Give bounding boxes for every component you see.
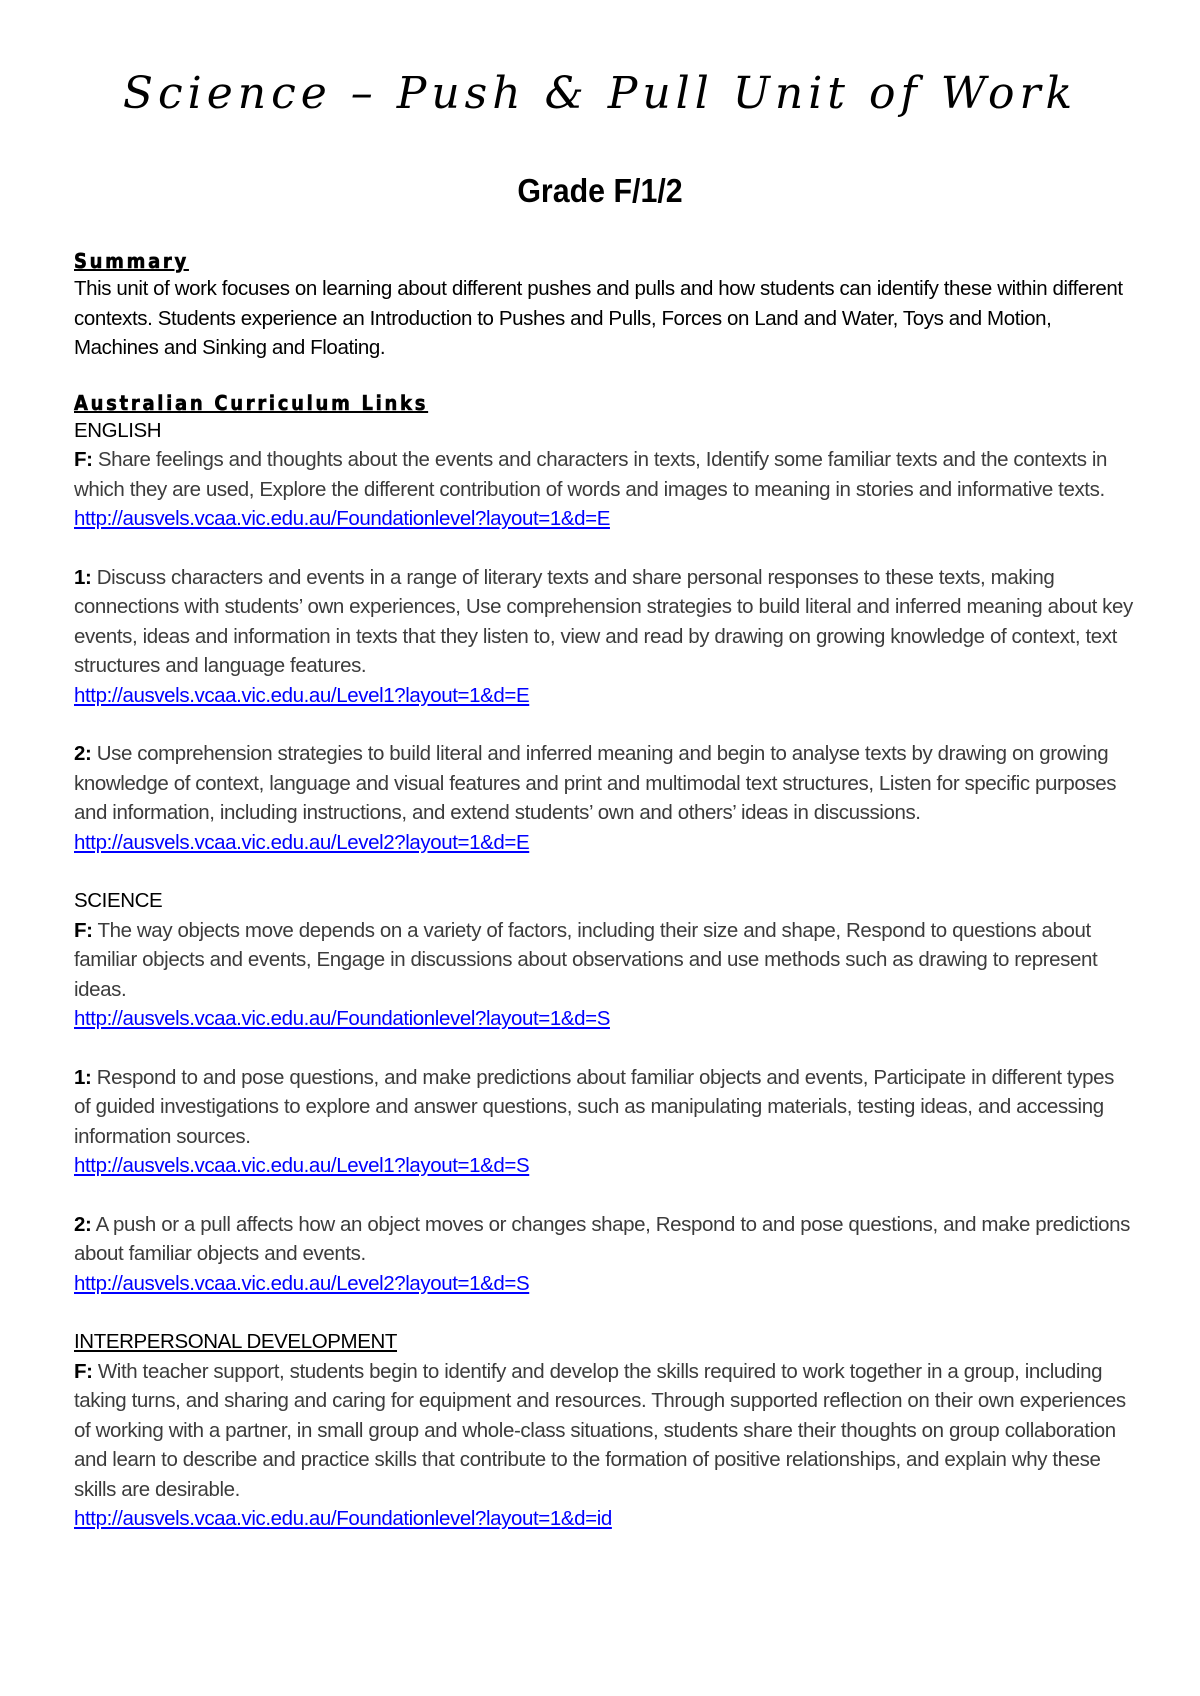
interpersonal-section (74, 1327, 1134, 1534)
item-label: F: (74, 1359, 93, 1383)
item-text: The way objects move depends on a variety of factors, including their size and shape, Respond to questions about familiar objects and events, Engage in discussions about observations and use methods such as drawing to represent ideas. (74, 918, 1098, 1001)
english-f-link[interactable]: http://ausvels.vcaa.vic.edu.au/Foundationlevel?layout=1&d=E (74, 507, 610, 530)
science-heading: SCIENCE (74, 889, 163, 912)
interpersonal-heading: INTERPERSONAL DEVELOPMENT (74, 1330, 398, 1353)
item-text: Respond to and pose questions, and make predictions about familiar objects and events, Participate in different types of guided investigations to explore and answer questions, such as manipulating materials, testing ideas, and accessing information sources. (74, 1065, 1114, 1148)
document-body (74, 248, 1134, 1534)
science-item-1 (74, 1063, 1134, 1181)
item-text: With teacher support, students begin to identify and develop the skills required to work together in a group, including taking turns, and sharing and caring for equipment and resources. Through supported reflection on their own experiences of working with a partner, in small group and whole-class situations, students share their thoughts on group collaboration and learn to describe and practice skills that contribute to the formation of positive relationships, and explain why these skills are desirable. (74, 1359, 1126, 1501)
english-section (74, 416, 1134, 858)
summary-text: This unit of work focuses on learning about different pushes and pulls and how students can identify these within different contexts. Students experience an Introduction to Pushes and Pulls, Forces on Land and Water, Toys and Motion, Machines and Sinking and Floating. (74, 277, 1123, 359)
curriculum-heading: Australian Curriculum Links (74, 390, 429, 415)
item-label: 1: (74, 565, 92, 589)
interpersonal-f-link[interactable]: http://ausvels.vcaa.vic.edu.au/Foundationlevel?layout=1&d=id (74, 1507, 612, 1530)
item-label: F: (74, 918, 93, 942)
item-label: 2: (74, 742, 92, 765)
interpersonal-item-f (74, 1357, 1134, 1534)
science-item-f (74, 916, 1134, 1034)
science-1-link[interactable]: http://ausvels.vcaa.vic.edu.au/Level1?layout=1&d=S (74, 1154, 530, 1177)
english-item-f (74, 445, 1134, 534)
item-text: Share feelings and thoughts about the events and characters in texts, Identify some familiar texts and the contexts in which they are used, Explore the different contribution of words and images to meaning in stories and informative texts. (74, 448, 1108, 501)
item-text: Use comprehension strategies to build literal and inferred meaning and begin to analyse texts by drawing on growing knowledge of context, language and visual features and print and multimodal text structures, Listen for specific purposes and information, including instructions, and extend students’ own and others’ ideas in discussions. (74, 742, 1117, 824)
english-heading: ENGLISH (74, 418, 162, 442)
curriculum-section (74, 390, 1134, 1534)
item-text: Discuss characters and events in a range of literary texts and share personal responses to these texts, making connections with students’ own experiences, Use comprehension strategies to build literal and inferred meaning about key events, ideas and information in texts that they listen to, view and read by drawing on growing knowledge of context, text structures and language features. (74, 565, 1133, 677)
english-item-2 (74, 739, 1134, 857)
science-section (74, 886, 1134, 1298)
document-title: Science – Push & Pull Unit of Work (122, 68, 1078, 119)
english-item-1 (74, 563, 1134, 711)
item-label: 2: (74, 1212, 92, 1236)
item-label: 1: (74, 1065, 92, 1089)
item-label: F: (74, 448, 93, 471)
summary-heading: Summary (74, 249, 189, 273)
english-1-link[interactable]: http://ausvels.vcaa.vic.edu.au/Level1?layout=1&d=E (74, 683, 530, 707)
summary-section (74, 248, 1134, 363)
english-2-link[interactable]: http://ausvels.vcaa.vic.edu.au/Level2?layout=1&d=E (74, 830, 530, 854)
grade-heading: Grade F/1/2 (517, 172, 683, 209)
item-text: A push or a pull affects how an object moves or changes shape, Respond to and pose questions, and make predictions about familiar objects and events. (74, 1212, 1130, 1265)
science-f-link[interactable]: http://ausvels.vcaa.vic.edu.au/Foundationlevel?layout=1&d=S (74, 1007, 610, 1030)
science-2-link[interactable]: http://ausvels.vcaa.vic.edu.au/Level2?layout=1&d=S (74, 1271, 530, 1295)
science-item-2 (74, 1210, 1134, 1299)
